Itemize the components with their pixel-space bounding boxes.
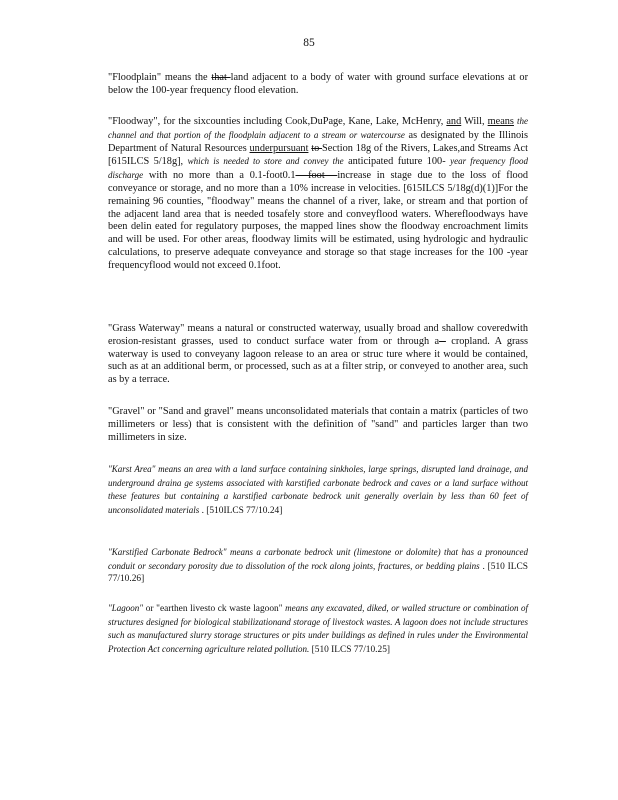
karstified-carbonate-bedrock-text-segment: . [510 ILCS 77/10.26] — [108, 561, 528, 584]
floodway-text-segment: underpursuant — [249, 142, 309, 154]
floodway-text-segment: as designated by the Illinois Department of Natural Resources — [108, 129, 528, 154]
grass-waterway-text-segment: cropland. A grass waterway is used to conveyany lagoon release to an area or struc ture where it would be contained, such as at an additional berm, or processed, such as at a filter strip, or conveyed to another area, such as by a terrace. — [108, 335, 528, 386]
definition-floodway — [108, 115, 528, 273]
karst-area-text-segment: . [510ILCS 77/10.24] — [199, 505, 283, 516]
floodplain-text-segment: "Floodplain" means the — [108, 72, 212, 83]
floodway-text-segment: Will, — [461, 116, 488, 127]
floodway-text-segment: the channel and that portion of the floodplain adjacent to a stream or watercourse — [108, 116, 528, 140]
definition-karstified-carbonate-bedrock — [108, 546, 528, 586]
karstified-carbonate-bedrock-text-segment: "Karstified Carbonate Bedrock" means a carbonate bedrock unit (limestone or dolomite) that has a pronounced conduit or secondary porosity due to dissolution of the rock along joints, fractures, or bedding plains — [108, 547, 528, 571]
floodway-text-segment: Section 18g of the Rivers, Lakes,and Streams Act [615ILCS 5/18g], — [108, 142, 528, 168]
lagoon-text-segment: means any excavated, diked, or walled structure or combination of structures designed for biological stabilizationand storage of livestock wastes. A lagoon does not include structures such as manufactured slurry storage structures or pits under buildings as defined in rules under the Environmental Protection Act concerning agriculture related pollution. — [108, 603, 528, 654]
floodway-text-segment: which is needed to store and convey the — [187, 156, 344, 167]
lagoon-text-segment: "Lagoon" — [108, 603, 144, 613]
grass-waterway-text-segment: -- — [439, 335, 446, 347]
definition-gravel — [108, 406, 528, 444]
floodplain-text-segment: land adjacent to a body of water with ground surface elevations at or below the 100-year frequency flood elevation. — [108, 72, 528, 96]
karst-area-text-segment: "Karst Area" means an area with a land surface containing sinkholes, large springs, disrupted land drainage, and underground draina ge systems associated with karstified carbonate bedrock and caves or a land surface without these features but containing a karstified carbonate bedrock unit generally overlain by less than 60 feet of unconsolidated materials — [108, 464, 528, 515]
lagoon-text-segment: or "earthen livesto ck waste lagoon" — [143, 604, 286, 614]
floodway-text-segment: year frequency flood discharge — [108, 156, 529, 181]
floodway-text-segment: with no more than a 0.1-foot0.1 — [143, 170, 296, 182]
page-number: 85 — [303, 37, 315, 49]
floodway-text-segment: -- foot -- — [295, 170, 338, 182]
floodway-text-segment: to — [311, 142, 323, 154]
floodway-text-segment: increase in stage due to the loss of flood conveyance or storage, and no more than a 10% increase in velocities. [615ILCS 5/18g(d)(1)]For the remaining 96 counties, "floodway" means the channel of a river, lake, or stream and that portion of the adjacent land area that is needed tosafely store and conveyflood waters. Wherefloodways have been delin eated for regulatory purposes, the mapped lines show the floodway encroachment limits and will be used. For other areas, floodway limits will be estimated, using hydrologic and hydraulic calculations, to preserve adequate conveyance and storage so that stage increases for the 100 -year frequencyflood would not exceed 0.1foot. — [108, 170, 529, 271]
definition-lagoon — [108, 602, 528, 656]
definition-floodplain — [108, 72, 528, 98]
definition-karst-area — [108, 463, 528, 517]
floodway-text-segment: "Floodway", for the sixcounties including Cook,DuPage, Kane, Lake, McHenry, — [108, 116, 447, 127]
grass-waterway-text-segment: "Grass Waterway" means a natural or constructed waterway, usually broad and shallow coveredwith erosion-resistant grasses, used to conduct surface water from or through a — [108, 323, 528, 347]
floodway-text-segment: means — [487, 116, 514, 127]
floodway-text-segment: anticipated future 100- — [343, 156, 451, 168]
gravel-text-segment: "Gravel" or "Sand and gravel" means unconsolidated materials that contain a matrix (particles of two millimeters or less) that is consistent with the definition of "sand" and particles larger than two millimeters in size. — [108, 406, 528, 443]
floodplain-text-segment: that — [211, 72, 231, 83]
definition-grass-waterway — [108, 323, 528, 387]
floodway-text-segment: and — [446, 116, 462, 127]
lagoon-text-segment: [510 ILCS 77/10.25] — [309, 644, 391, 655]
